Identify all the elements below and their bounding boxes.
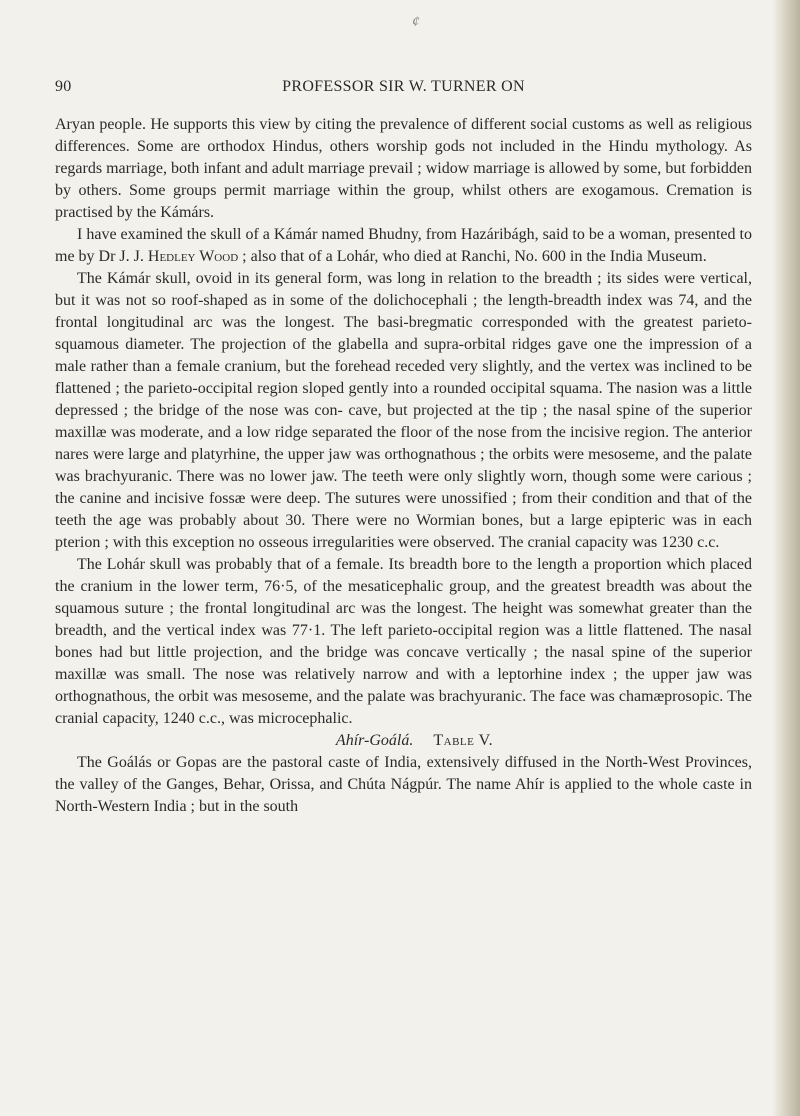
margin-mark: ¢ [412,14,420,30]
paragraph-aryan-customs: Aryan people. He supports this view by citing the prevalence of different social customs as well as religious differences. Some are orthodox Hindus, others worship gods not included in the Hindu mythology. As regards marriage, both infant and adult marriage prevail ; widow marriage is allowed by some, but forbidden by others. Some groups permit marriage within the group, whilst others are exogamous. Cremation is practised by the Kámárs. [55,116,752,221]
paragraph-lohar-skull: The Lohár skull was probably that of a female. Its breadth bore to the length a proportion which placed the cranium in the lower term, 76·5, of the mesaticephalic group, and the greatest breadth was about the squamous suture ; the frontal longitudinal arc was the longest. The height was somewhat greater than the breadth, and the vertical index was 77·1. The left parieto-occipital region was a little flattened. The nasal bones had but little projection, and the bridge was concave vertically ; the nasal spine of the superior maxillæ was small. The nose was relatively narrow and with a leptorhine index ; the upper jaw was orthognathous, the orbit was mesoseme, and the palate was brachyuranic. The face was chamæprosopic. The cranial capacity, 1240 c.c., was microcephalic. [55,556,752,727]
section-heading-name: Ahír-Goálá. [335,732,414,749]
paragraph-goalas: The Goálás or Gopas are the pastoral caste of India, extensively diffused in the North-West Provinces, the valley of the Ganges, Behar, Orissa, and Chúta Nágpúr. The name Ahír is applied to the whole caste in North-Western India ; but in the south [55,754,752,815]
running-title: PROFESSOR SIR W. TURNER ON [282,78,525,95]
section-heading-table-label: Table V. [433,732,494,749]
donor-name: Hedley Wood [147,248,239,265]
page-edge-shadow [772,0,800,1116]
paragraph-skulls-examined [55,224,752,268]
section-heading [55,730,752,752]
book-page [55,0,752,1116]
body-text [55,114,752,818]
paragraph-kamar-skull: The Kámár skull, ovoid in its general form, was long in relation to the breadth ; its sides were vertical, but it was not so roof-shaped as in some of the dolichocephali ; the length-breadth index was 74, and the frontal longitudinal arc was the longest. The basi-bregmatic corresponded with the greatest parieto-squamous diameter. The projection of the glabella and supra-orbital ridges gave one the impression of a male rather than a female cranium, but the forehead receded very slightly, and the vertex was inclined to be flattened ; the parieto-occipital region sloped gently into a rounded occipital squama. The nasion was a little depressed ; the bridge of the nose was con- cave, but projected at the tip ; the nasal spine of the superior maxillæ was moderate, and a low ridge separated the floor of the nose from the incisive region. The anterior nares were large and platyrhine, the upper jaw was orthognathous ; the orbits were mesoseme, and the palate was brachyuranic. There was no lower jaw. The teeth were only slightly worn, though some were carious ; the canine and incisive fossæ were deep. The sutures were unossified ; from their condition and that of the teeth the age was probably about 30. There were no Wormian bones, but a large epipteric was in each pterion ; with this exception no osseous irregularities were observed. The cranial capacity was 1230 c.c. [55,270,752,551]
paragraph-skulls-examined-end: ; also that of a Lohár, who died at Ranchi, No. 600 in the India Museum. [238,248,707,265]
page-number: 90 [55,78,72,95]
paragraph-skulls-examined-start: I have examined the skull of a Kámár named Bhudny, from Hazáribágh, said to be a woman, presented to me by Dr J. J. [55,226,752,265]
running-header [55,78,752,100]
